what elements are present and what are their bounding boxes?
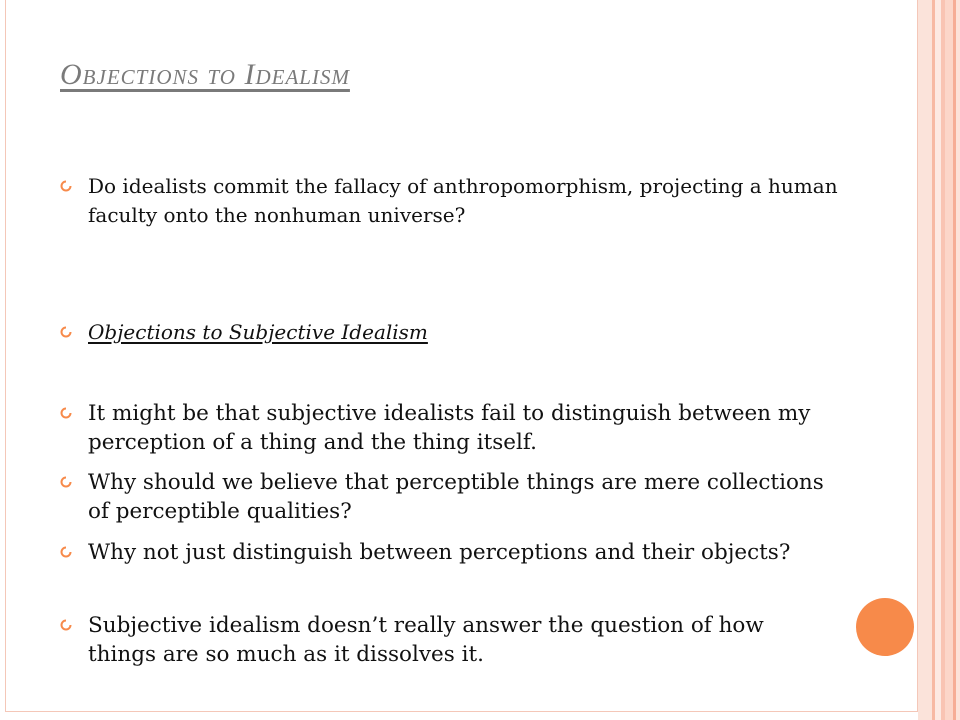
bullet-item	[88, 468, 838, 526]
bullet-text: Why not just distinguish between perceptions and their objects?	[88, 540, 791, 565]
bullet-text: Objections to Subjective Idealism	[88, 320, 428, 344]
bullet-icon	[60, 326, 72, 338]
slide-frame	[5, 0, 918, 712]
right-edge-stripe	[918, 0, 932, 720]
bullet-icon	[60, 476, 72, 488]
bullet-item	[88, 318, 428, 347]
bullet-item	[88, 172, 838, 230]
bullet-text: Subjective idealism doesn’t really answer the question of how things are so much as it dissolves it.	[88, 613, 764, 667]
bullet-icon	[60, 180, 72, 192]
bullet-item	[88, 538, 838, 567]
right-edge-stripe	[956, 0, 960, 720]
right-edge-stripe	[945, 0, 953, 720]
bullet-icon	[60, 546, 72, 558]
slide-title: Objections to Idealism	[60, 58, 350, 91]
bullet-item	[88, 399, 838, 457]
bullet-item	[88, 611, 838, 669]
orange-circle-decoration	[856, 598, 914, 656]
bullet-icon	[60, 407, 72, 419]
bullet-text: It might be that subjective idealists fail to distinguish between my perception of a thing and the thing itself.	[88, 401, 811, 455]
bullet-text: Do idealists commit the fallacy of anthropomorphism, projecting a human faculty onto the nonhuman universe?	[88, 174, 838, 227]
bullet-text: Why should we believe that perceptible things are mere collections of perceptible qualities?	[88, 470, 824, 524]
bullet-icon	[60, 619, 72, 631]
